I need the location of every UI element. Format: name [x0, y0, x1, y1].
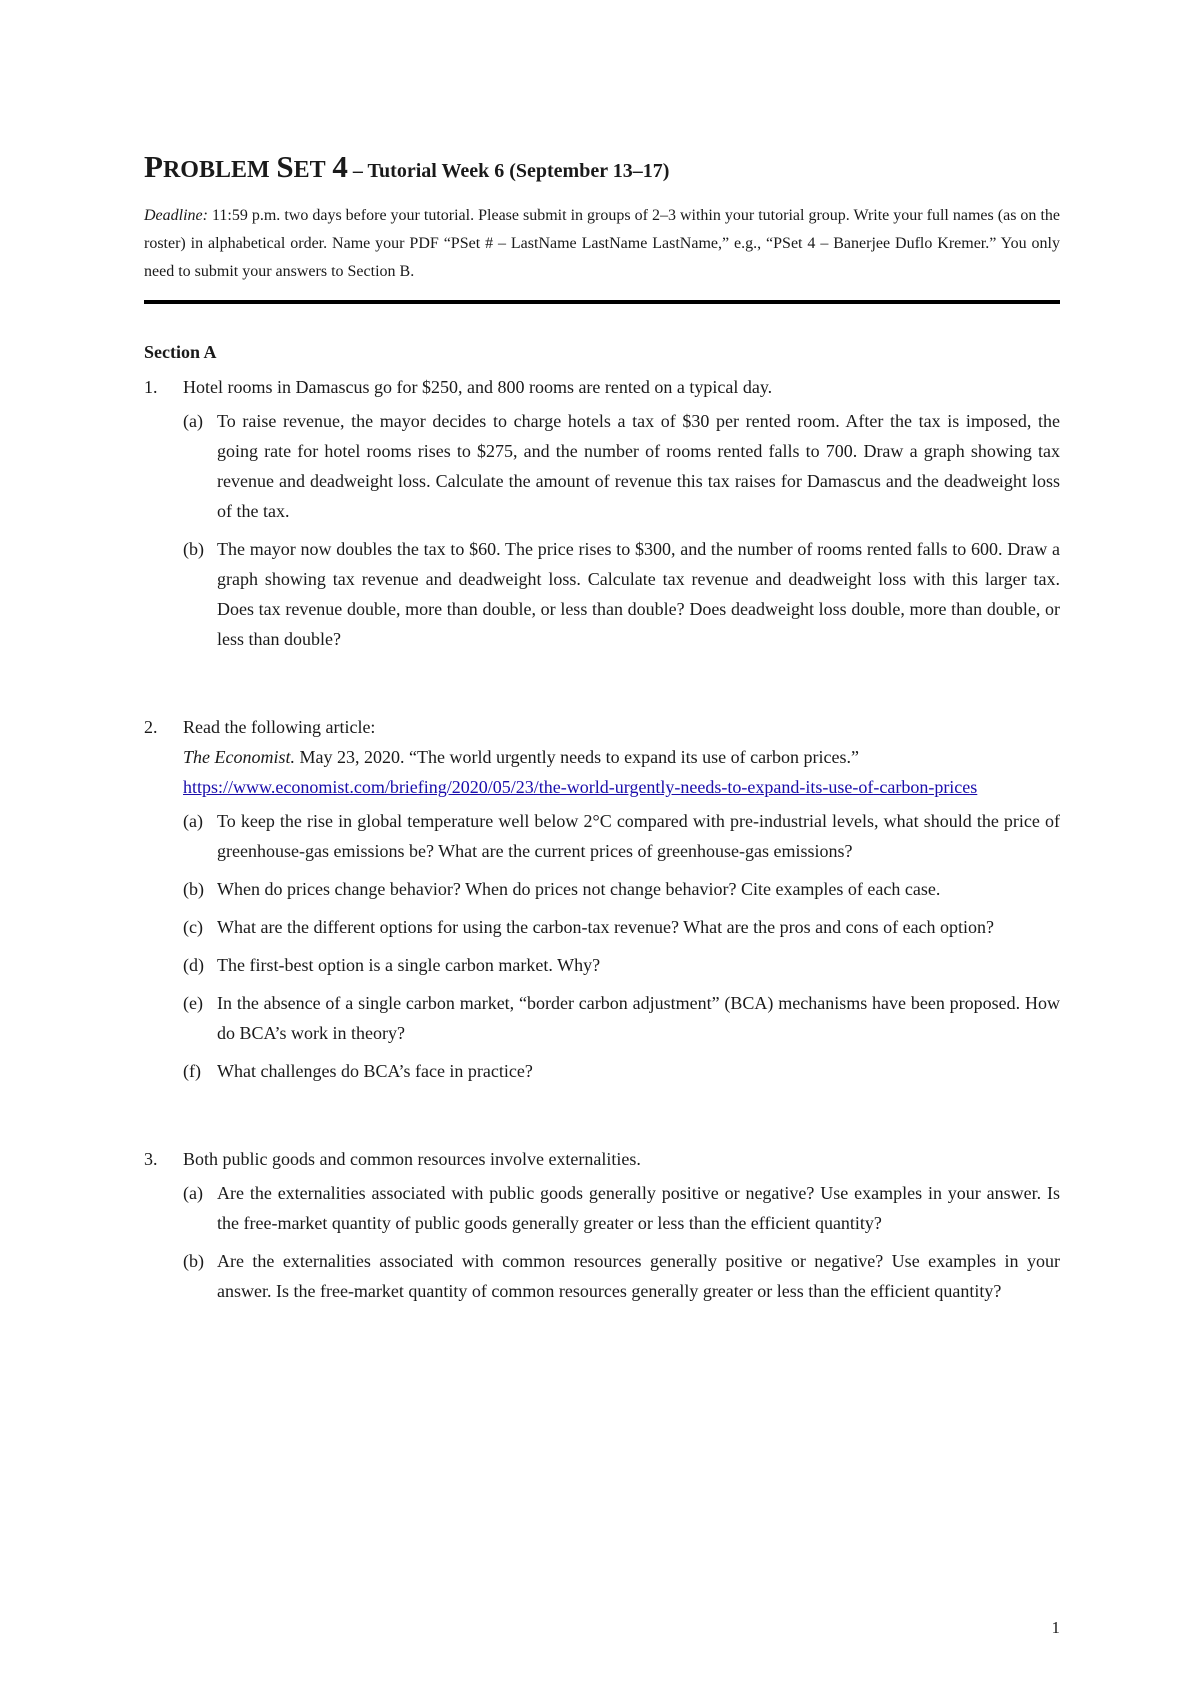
question-parts [183, 1178, 1060, 1306]
header-divider [144, 300, 1060, 304]
question-3 [144, 1144, 1060, 1306]
part-text: What challenges do BCA’s face in practice? [217, 1061, 533, 1081]
question-part [183, 912, 1060, 942]
title-number: 4 [332, 149, 348, 184]
part-text: Are the externalities associated with public goods generally positive or negative? Use examples in your answer. Is the free-market quantity of public goods generally greater or less than the efficient quantity? [217, 1183, 1060, 1233]
part-text: Are the externalities associated with common resources generally positive or negative? Use examples in your answer. Is the free-market quantity of common resources generally greater or less than the efficient quantity? [217, 1251, 1060, 1301]
title-roblem: ROBLEM [162, 157, 270, 183]
part-label: (b) [183, 879, 204, 899]
question-part [183, 874, 1060, 904]
part-label: (b) [183, 1251, 204, 1271]
question-part [183, 534, 1060, 654]
question-text: Hotel rooms in Damascus go for $250, and 800 rooms are rented on a typical day. [183, 377, 773, 397]
part-label: (a) [183, 811, 203, 831]
question-2 [144, 712, 1060, 1086]
title-cap-s: S [276, 149, 294, 184]
question-text: Read the following article: [183, 717, 376, 737]
question-text: Both public goods and common resources involve externalities. [183, 1149, 641, 1169]
part-label: (f) [183, 1061, 201, 1081]
part-text: In the absence of a single carbon market, “border carbon adjustment” (BCA) mechanisms have been proposed. How do BCA’s work in theory? [217, 993, 1060, 1043]
question-parts [183, 406, 1060, 654]
title-cap-p: P [144, 149, 163, 184]
question-part [183, 988, 1060, 1048]
question-part [183, 406, 1060, 526]
page-number: 1 [1051, 1618, 1060, 1637]
question-part [183, 1056, 1060, 1086]
part-text: To raise revenue, the mayor decides to charge hotels a tax of $30 per rented room. After the tax is imposed, the going rate for hotel rooms rises to $275, and the number of rooms rented falls to 700. Draw a graph showing tax revenue and deadweight loss. Calculate the amount of revenue this tax raises for Damascus and the deadweight loss of the tax. [217, 411, 1060, 521]
part-label: (d) [183, 955, 204, 975]
question-number: 1. [144, 377, 158, 397]
section-title: Section A [144, 342, 217, 362]
question-1 [144, 372, 1060, 654]
part-label: (b) [183, 539, 204, 559]
title-et: ET [293, 157, 326, 183]
question-part [183, 1178, 1060, 1238]
part-text: The mayor now doubles the tax to $60. The price rises to $300, and the number of rooms rented falls to 600. Draw a graph showing tax revenue and deadweight loss. Calculate tax revenue and deadweight loss with this larger tax. Does tax revenue double, more than double, or less than double? Does deadweight loss double, more than double, or less than double? [217, 539, 1060, 649]
article-citation [183, 742, 1060, 772]
part-label: (c) [183, 917, 203, 937]
question-number: 2. [144, 717, 158, 737]
question-parts [183, 806, 1060, 1086]
title-subtitle: Tutorial Week 6 (September 13–17) [367, 160, 670, 182]
document-page [144, 150, 1060, 1314]
part-text: The first-best option is a single carbon market. Why? [217, 955, 601, 975]
page-title [144, 150, 1060, 188]
part-text: What are the different options for using the carbon-tax revenue? What are the pros and cons of each option? [217, 917, 995, 937]
deadline-label: Deadline: [144, 207, 208, 224]
citation-details: May 23, 2020. “The world urgently needs to expand its use of carbon prices.” [295, 747, 860, 767]
question-part [183, 950, 1060, 980]
citation-source: The Economist. [183, 747, 295, 767]
part-text: When do prices change behavior? When do prices not change behavior? Cite examples of each case. [217, 879, 941, 899]
part-label: (a) [183, 411, 203, 431]
submission-instructions [144, 202, 1060, 286]
question-part [183, 1246, 1060, 1306]
part-label: (e) [183, 993, 203, 1013]
part-text: To keep the rise in global temperature well below 2°C compared with pre-industrial levels, what should the price of greenhouse-gas emissions be? What are the current prices of greenhouse-gas emissions? [217, 811, 1060, 861]
question-part [183, 806, 1060, 866]
question-number: 3. [144, 1149, 158, 1169]
deadline-text: 11:59 p.m. two days before your tutorial. Please submit in groups of 2–3 within your tutorial group. Write your full names (as on the roster) in alphabetical order. Name your PDF “PSet # – LastName LastName LastName,” e.g., “PSet 4 – Banerjee Duflo Kremer.” You only need to submit your answers to Section B. [144, 207, 1060, 280]
part-label: (a) [183, 1183, 203, 1203]
article-link[interactable]: https://www.economist.com/briefing/2020/05/23/the-world-urgently-needs-to-expand-its-use-of-carbon-prices [183, 777, 978, 797]
title-dash: – [347, 160, 368, 182]
